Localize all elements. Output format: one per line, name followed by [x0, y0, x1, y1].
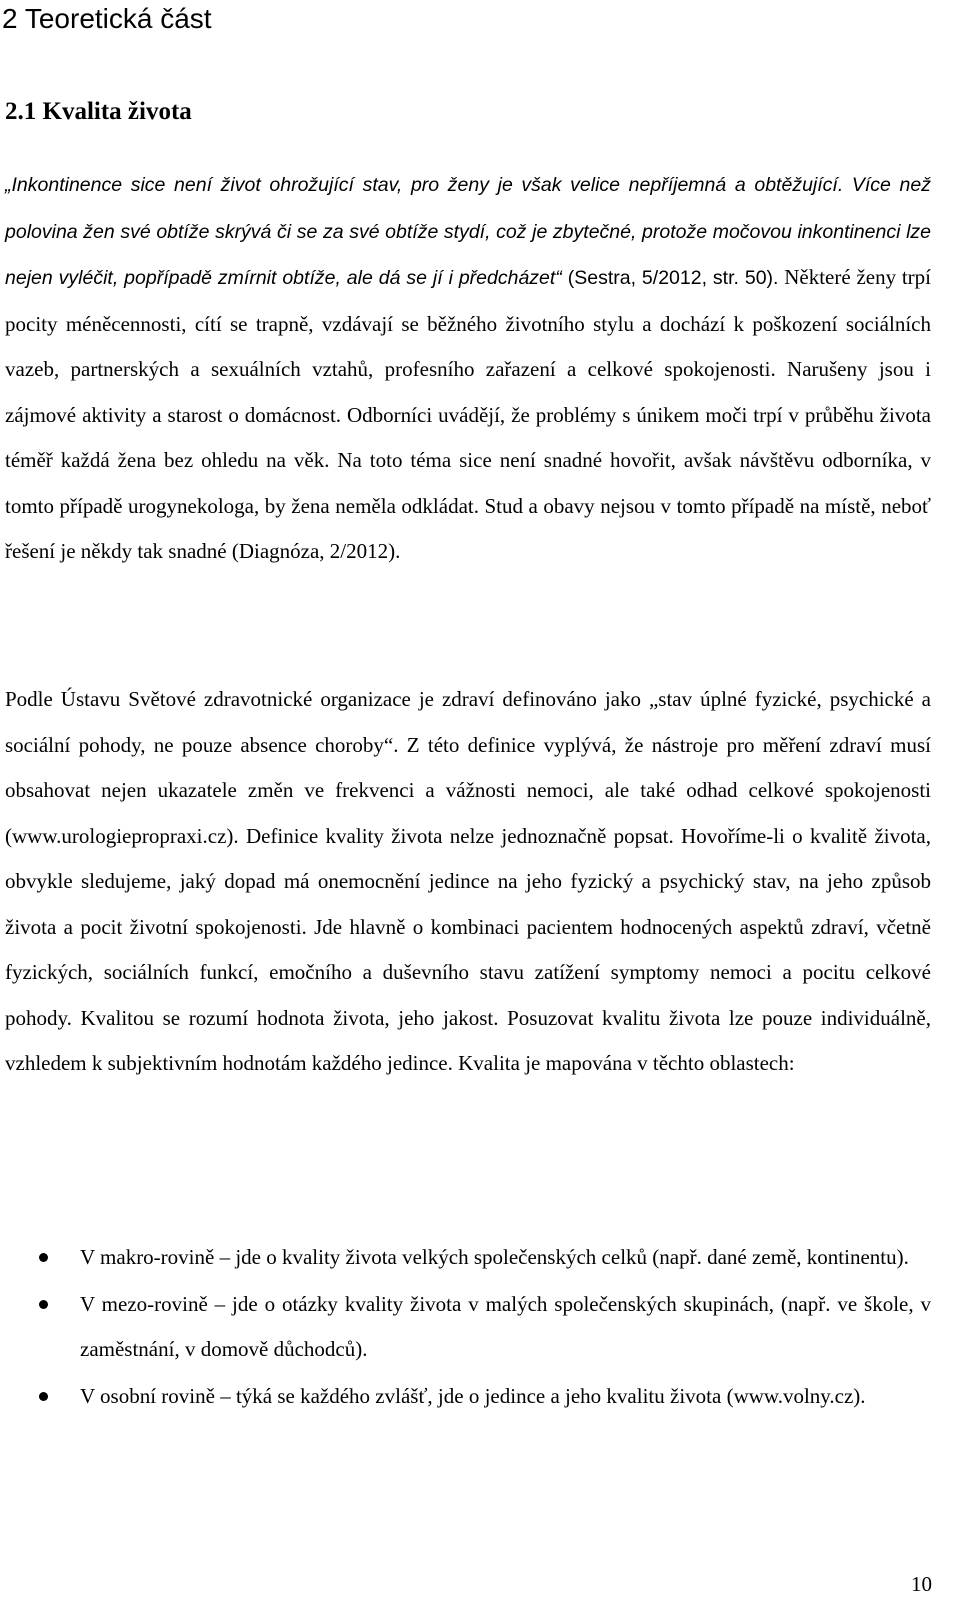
paragraph-incontinence [5, 162, 931, 575]
paragraph-text-a: Některé ženy trpí pocity méněcennosti, cítí se trapně, vzdávají se běžného životního stylu a dochází k poškození sociálních vazeb, partnerských a sexuálních vztahů, profesního zařazení a celkové spokojenosti. Narušeny jsou i zájmové aktivity a starost o domácnost. [5, 265, 932, 427]
list-item [0, 1374, 931, 1420]
list-item-text: V makro-rovině – jde o kvality života velkých společenských celků (např. dané země, kontinentu). [80, 1245, 909, 1269]
bullet-dot-icon [39, 1300, 48, 1309]
quote-text: „Inkontinence sice není život ohrožující stav, pro ženy je však velice nepříjemná a obtěžující. Více než polovina žen své obtíže skrývá či se za své obtíže stydí, což je zbytečné, protože močovou inkontinenci lze nejen vyléčit, popřípadě zmírnit obtíže, ale dá se jí i předcházet“ [5, 174, 931, 289]
quote-citation: (Sestra, 5/2012, str. 50). [561, 267, 779, 289]
list-item-text: V mezo-rovině – jde o otázky kvality života v malých společenských skupinách, (např. ve škole, v zaměstnání, v domově důchodců). [80, 1291, 931, 1361]
list-item [0, 1235, 931, 1281]
page-number: 10 [911, 1572, 932, 1596]
list-item-text: V osobní rovině – týká se každého zvlášť, jde o jedince a jeho kvalitu života (www.volny.cz). [80, 1383, 866, 1408]
chapter-heading: 2 Teoretická část [2, 3, 212, 34]
bullet-list [0, 1235, 931, 1419]
paragraph-quality-of-life: Podle Ústavu Světové zdravotnické organizace je zdraví definováno jako „stav úplné fyzické, psychické a sociální pohody, ne pouze absence choroby“. Z této definice vyplývá, že nástroje pro měření zdraví musí obsahovat nejen ukazatele změn ve frekvenci a vážnosti nemoci, ale také odhad celkové spokojenosti (www.urologiepropraxi.cz). Definice kvality života nelze jednoznačně popsat. Hovoříme-li o kvalitě života, obvykle sledujeme, jaký dopad má onemocnění jedince na jeho fyzický a psychický stav, na jeho způsob života a pocit životní spokojenosti. Jde hlavně o kombinaci pacientem hodnocených aspektů zdraví, včetně fyzických, sociálních funkcí, emočního a duševního stavu zatížení symptomy nemoci a pocitu celkové pohody. Kvalitou se rozumí hodnota života, jeho jakost. Posuzovat kvalitu života lze pouze individuálně, vzhledem k subjektivním hodnotám každého jedince. Kvalita je mapována v těchto oblastech: [5, 687, 931, 1075]
section-heading: 2.1 Kvalita života [5, 98, 192, 125]
list-item [0, 1282, 931, 1373]
bullet-dot-icon [39, 1392, 48, 1401]
bullet-dot-icon [39, 1253, 48, 1262]
paragraph-text-b: Odborníci uvádějí, že problémy s únikem moči trpí v průběhu života téměř každá žena bez ohledu na věk. Na toto téma sice není snadné hovořit, avšak návštěvu odborníka, v tomto případě urogynekologa, by žena neměla odkládat. Stud a obavy nejsou v tomto případě na místě, neboť řešení je někdy tak snadné (Diagnóza, 2/2012). [5, 402, 931, 563]
